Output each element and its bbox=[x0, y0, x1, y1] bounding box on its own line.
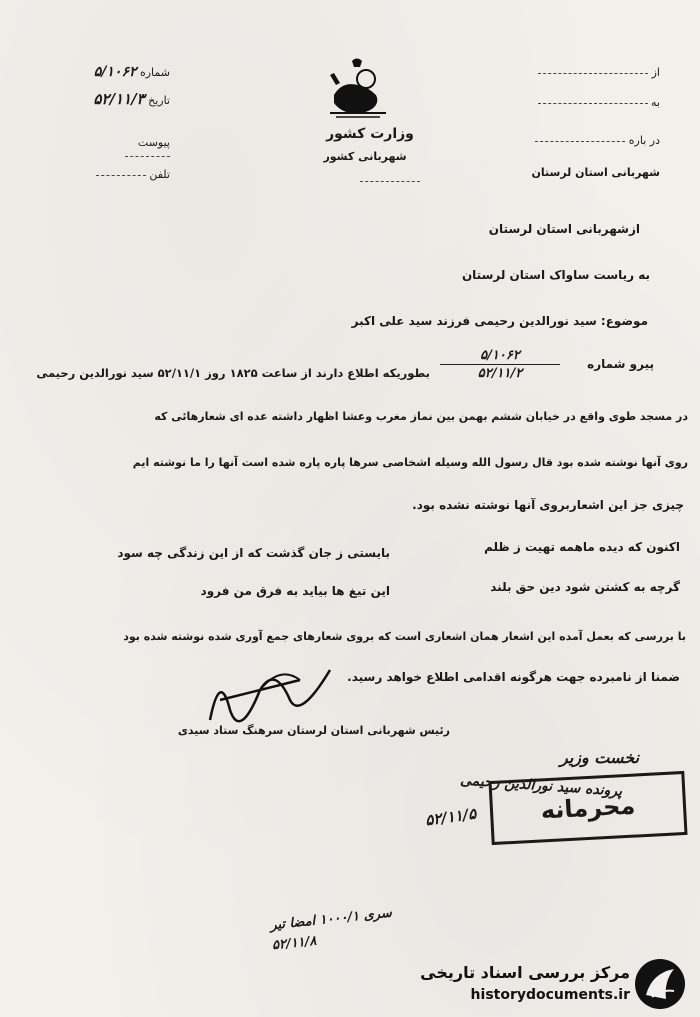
poem-line1-left: بایستی ز جان گذشت که از این زندگی چه سود bbox=[117, 546, 390, 560]
watermark-title: مرکز بررسی اسناد تاریخی bbox=[420, 963, 630, 982]
date-field bbox=[55, 90, 170, 108]
sender-line: ازشهربانی استان لرستان bbox=[488, 222, 640, 236]
signature-scribble bbox=[200, 660, 350, 730]
lion-and-sun-emblem-icon bbox=[322, 55, 392, 125]
paragraph1-line-c: روی آنها نوشته شده بود قال رسول الله وسیله اشخاصی سرها پاره پاره شده است آنها را ما نوشته ایم bbox=[132, 456, 688, 469]
police-name: شهربانی کشور bbox=[323, 150, 407, 163]
about-field bbox=[520, 134, 660, 147]
reference-number: ۵/۱۰۶۲ bbox=[480, 348, 520, 363]
about-label: در باره bbox=[628, 134, 660, 147]
from-field bbox=[520, 66, 660, 79]
reference-fraction bbox=[440, 348, 560, 381]
bottom-note-1: سری ۱۰۰۰/۱ امضا تیر bbox=[269, 905, 393, 934]
paragraph1-line-a: بطوریکه اطلاع دارند از ساعت ۱۸۲۵ روز ۵۲/۱۱/۱ سید نورالدین رحیمی bbox=[36, 366, 430, 380]
paragraph1-line-b: در مسجد طوی واقع در خیابان ششم بهمن بین نماز مغرب وعشا اظهار داشته عده ای شعارهائی که bbox=[154, 410, 688, 423]
handwritten-note-1: نخست وزیر bbox=[560, 748, 640, 767]
subject-line: موضوع: سید نورالدین رحیمی فرزند سید علی اکبر bbox=[351, 314, 648, 328]
archive-logo-icon bbox=[632, 957, 688, 1011]
phone-field bbox=[90, 168, 170, 181]
poem-line2-left: این تیغ ها بیاید به فرق من فرود bbox=[200, 584, 390, 598]
bottom-note-2: ۵۲/۱۱/۸ bbox=[271, 933, 318, 954]
to-label: به bbox=[651, 96, 660, 109]
to-field bbox=[520, 96, 660, 109]
poem-line1-right: اکنون که دیده ماهمه تهیت ز ظلم bbox=[484, 540, 680, 554]
from-label: از bbox=[651, 66, 660, 79]
paragraph1-line-d: چیزی جز این اشعاربروی آنها نوشته نشده بود. bbox=[412, 498, 684, 512]
ministry-name: وزارت کشور bbox=[326, 126, 414, 142]
date-label: تاریخ bbox=[148, 94, 170, 107]
number-field bbox=[60, 64, 170, 80]
paragraph2-line-b: ضمنا از نامبرده جهت هرگونه اقدامی اطلاع خواهد رسید. bbox=[347, 670, 680, 684]
attachment-label: پیوست bbox=[137, 136, 170, 149]
number-label: شماره bbox=[139, 66, 170, 79]
handwritten-note-3: ۵۲/۱۱/۵ bbox=[423, 804, 478, 830]
office-name: شهربانی استان لرستان bbox=[531, 166, 660, 179]
date-value: ۵۲/۱۱/۳ bbox=[93, 90, 145, 108]
confidential-stamp bbox=[488, 771, 687, 845]
poem-line2-right: گرچه به کشتن شود دین حق بلند bbox=[490, 580, 680, 594]
reference-date: ۵۲/۱۱/۲ bbox=[477, 366, 523, 381]
watermark-url: historydocuments.ir bbox=[470, 987, 630, 1003]
stamp-text: محرمانه bbox=[540, 791, 636, 825]
number-value: ۵/۱۰۶۲ bbox=[93, 64, 137, 80]
phone-label: تلفن bbox=[149, 168, 170, 181]
reference-label: پیرو شماره bbox=[587, 357, 654, 371]
paragraph2-line-a: با بررسی که بعمل آمده این اشعار همان اشعاری است که بروی شعارهای جمع آوری شده نوشته شده بود bbox=[123, 630, 686, 643]
attachment-field bbox=[90, 136, 170, 162]
recipient-line: به ریاست ساواک استان لرستان bbox=[461, 268, 650, 282]
handwritten-note-2: پرونده سید نورالدین رحیمی bbox=[459, 772, 623, 800]
signature-title: رئیس شهربانی استان لرستان سرهنگ ستاد سیدی bbox=[177, 724, 450, 737]
